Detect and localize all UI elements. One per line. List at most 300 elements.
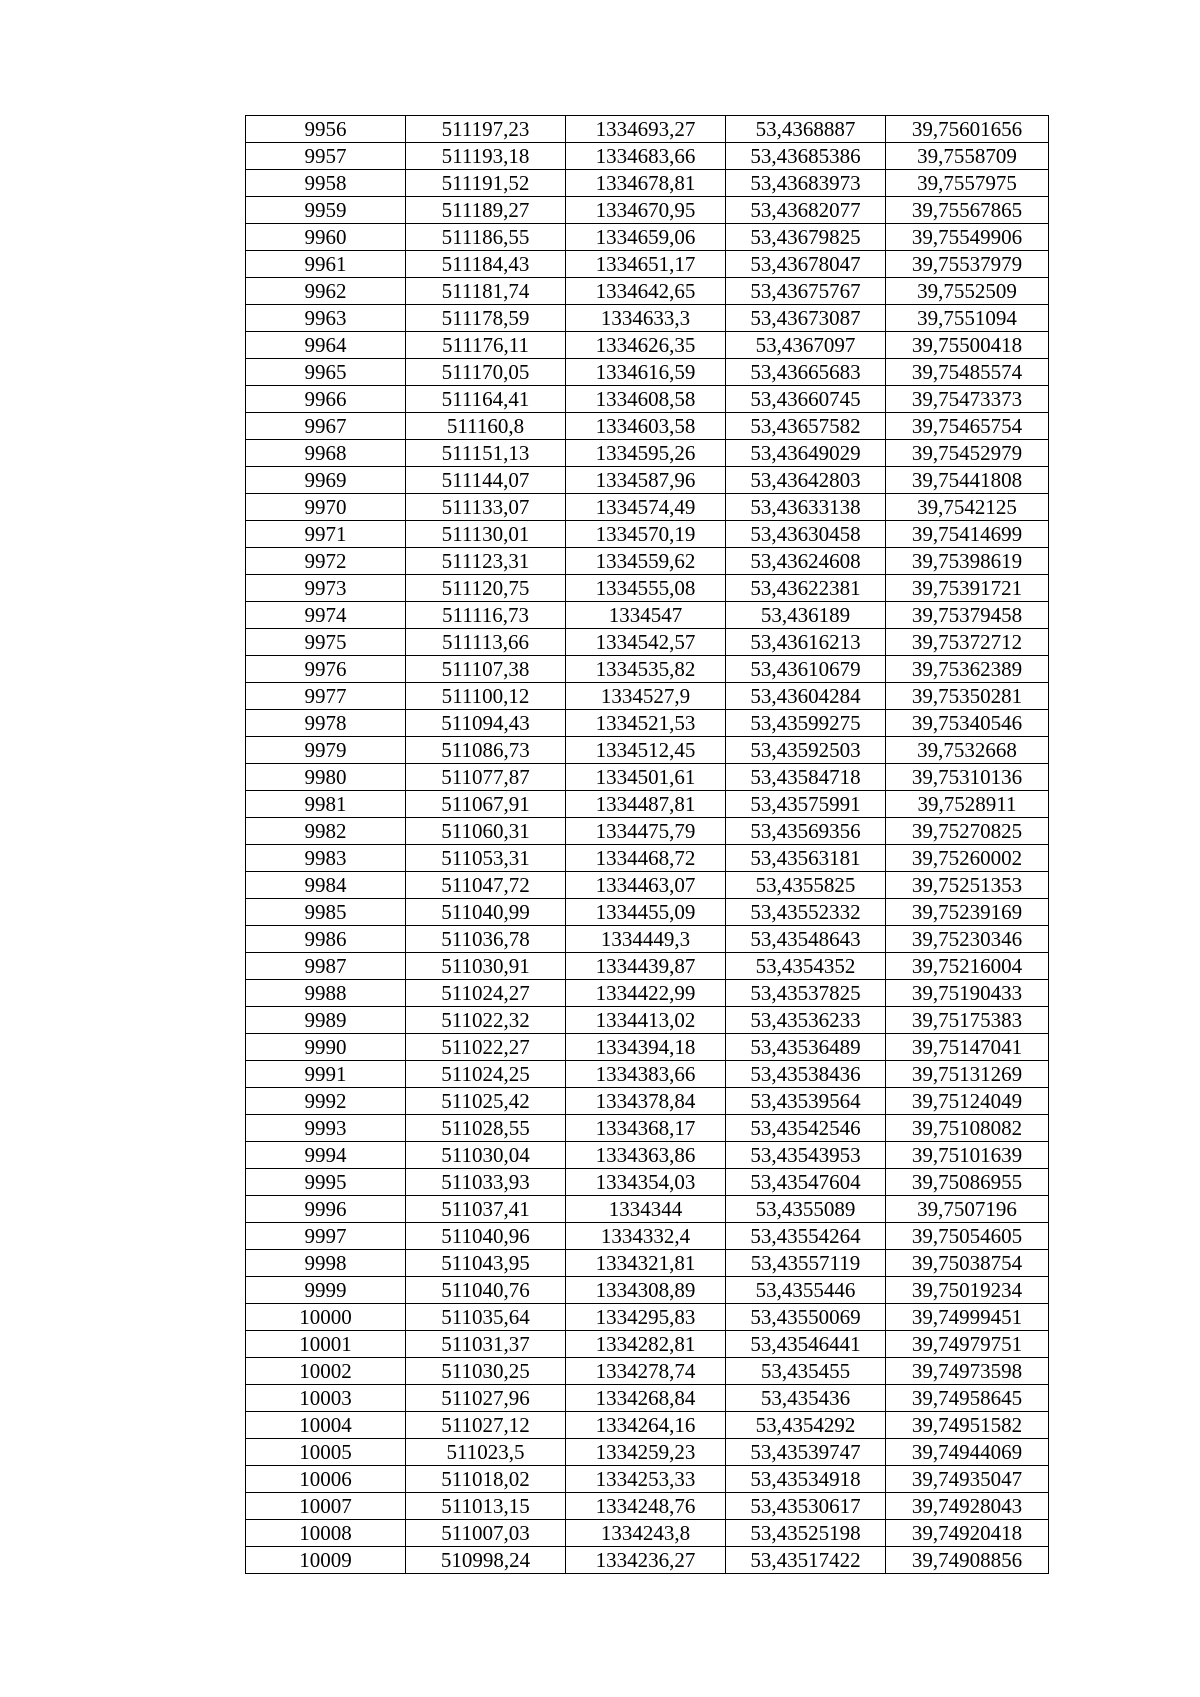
longitude-cell: 39,75239169	[886, 899, 1049, 926]
x-coordinate-cell: 511040,96	[406, 1223, 566, 1250]
table-row	[246, 413, 1049, 440]
point-number-cell: 9972	[246, 548, 406, 575]
y-coordinate-cell: 1334439,87	[566, 953, 726, 980]
longitude-cell: 39,75038754	[886, 1250, 1049, 1277]
table-row	[246, 1520, 1049, 1547]
y-coordinate-cell: 1334555,08	[566, 575, 726, 602]
table-row	[246, 1466, 1049, 1493]
table-row	[246, 386, 1049, 413]
x-coordinate-cell: 511053,31	[406, 845, 566, 872]
x-coordinate-cell: 511007,03	[406, 1520, 566, 1547]
longitude-cell: 39,75108082	[886, 1115, 1049, 1142]
point-number-cell: 9963	[246, 305, 406, 332]
latitude-cell: 53,43536489	[726, 1034, 886, 1061]
latitude-cell: 53,435455	[726, 1358, 886, 1385]
table-row	[246, 197, 1049, 224]
x-coordinate-cell: 511144,07	[406, 467, 566, 494]
y-coordinate-cell: 1334595,26	[566, 440, 726, 467]
y-coordinate-cell: 1334559,62	[566, 548, 726, 575]
point-number-cell: 9995	[246, 1169, 406, 1196]
y-coordinate-cell: 1334693,27	[566, 116, 726, 143]
longitude-cell: 39,75124049	[886, 1088, 1049, 1115]
table-row	[246, 1493, 1049, 1520]
table-row	[246, 1196, 1049, 1223]
x-coordinate-cell: 511133,07	[406, 494, 566, 521]
x-coordinate-cell: 511031,37	[406, 1331, 566, 1358]
table-row	[246, 1412, 1049, 1439]
latitude-cell: 53,43657582	[726, 413, 886, 440]
table-row	[246, 1169, 1049, 1196]
table-row	[246, 926, 1049, 953]
y-coordinate-cell: 1334521,53	[566, 710, 726, 737]
longitude-cell: 39,74908856	[886, 1547, 1049, 1574]
y-coordinate-cell: 1334651,17	[566, 251, 726, 278]
latitude-cell: 53,43604284	[726, 683, 886, 710]
x-coordinate-cell: 511047,72	[406, 872, 566, 899]
y-coordinate-cell: 1334394,18	[566, 1034, 726, 1061]
point-number-cell: 9984	[246, 872, 406, 899]
point-number-cell: 9959	[246, 197, 406, 224]
longitude-cell: 39,75251353	[886, 872, 1049, 899]
point-number-cell: 9974	[246, 602, 406, 629]
latitude-cell: 53,43665683	[726, 359, 886, 386]
table-row	[246, 1061, 1049, 1088]
y-coordinate-cell: 1334616,59	[566, 359, 726, 386]
longitude-cell: 39,75019234	[886, 1277, 1049, 1304]
y-coordinate-cell: 1334354,03	[566, 1169, 726, 1196]
table-row	[246, 1007, 1049, 1034]
x-coordinate-cell: 511178,59	[406, 305, 566, 332]
latitude-cell: 53,43592503	[726, 737, 886, 764]
y-coordinate-cell: 1334587,96	[566, 467, 726, 494]
latitude-cell: 53,43543953	[726, 1142, 886, 1169]
table-row	[246, 575, 1049, 602]
longitude-cell: 39,75131269	[886, 1061, 1049, 1088]
longitude-cell: 39,74944069	[886, 1439, 1049, 1466]
longitude-cell: 39,75379458	[886, 602, 1049, 629]
table-row	[246, 683, 1049, 710]
x-coordinate-cell: 511018,02	[406, 1466, 566, 1493]
x-coordinate-cell: 511013,15	[406, 1493, 566, 1520]
point-number-cell: 9965	[246, 359, 406, 386]
x-coordinate-cell: 511030,04	[406, 1142, 566, 1169]
longitude-cell: 39,75230346	[886, 926, 1049, 953]
table-row	[246, 467, 1049, 494]
y-coordinate-cell: 1334487,81	[566, 791, 726, 818]
x-coordinate-cell: 511030,91	[406, 953, 566, 980]
y-coordinate-cell: 1334670,95	[566, 197, 726, 224]
x-coordinate-cell: 511077,87	[406, 764, 566, 791]
table-row	[246, 629, 1049, 656]
latitude-cell: 53,43584718	[726, 764, 886, 791]
longitude-cell: 39,75190433	[886, 980, 1049, 1007]
table-row	[246, 845, 1049, 872]
x-coordinate-cell: 511184,43	[406, 251, 566, 278]
y-coordinate-cell: 1334455,09	[566, 899, 726, 926]
longitude-cell: 39,75441808	[886, 467, 1049, 494]
point-number-cell: 9971	[246, 521, 406, 548]
point-number-cell: 9966	[246, 386, 406, 413]
latitude-cell: 53,43679825	[726, 224, 886, 251]
longitude-cell: 39,74999451	[886, 1304, 1049, 1331]
longitude-cell: 39,75473373	[886, 386, 1049, 413]
point-number-cell: 9981	[246, 791, 406, 818]
table-row	[246, 116, 1049, 143]
longitude-cell: 39,74951582	[886, 1412, 1049, 1439]
latitude-cell: 53,43546441	[726, 1331, 886, 1358]
x-coordinate-cell: 511151,13	[406, 440, 566, 467]
y-coordinate-cell: 1334308,89	[566, 1277, 726, 1304]
point-number-cell: 9985	[246, 899, 406, 926]
table-row	[246, 1250, 1049, 1277]
latitude-cell: 53,43550069	[726, 1304, 886, 1331]
latitude-cell: 53,43622381	[726, 575, 886, 602]
latitude-cell: 53,43630458	[726, 521, 886, 548]
point-number-cell: 10007	[246, 1493, 406, 1520]
point-number-cell: 10005	[246, 1439, 406, 1466]
table-row	[246, 494, 1049, 521]
x-coordinate-cell: 511094,43	[406, 710, 566, 737]
latitude-cell: 53,43563181	[726, 845, 886, 872]
latitude-cell: 53,435436	[726, 1385, 886, 1412]
longitude-cell: 39,75414699	[886, 521, 1049, 548]
latitude-cell: 53,43642803	[726, 467, 886, 494]
latitude-cell: 53,4354292	[726, 1412, 886, 1439]
x-coordinate-cell: 511040,99	[406, 899, 566, 926]
x-coordinate-cell: 511170,05	[406, 359, 566, 386]
table-row	[246, 656, 1049, 683]
y-coordinate-cell: 1334422,99	[566, 980, 726, 1007]
longitude-cell: 39,7551094	[886, 305, 1049, 332]
y-coordinate-cell: 1334282,81	[566, 1331, 726, 1358]
y-coordinate-cell: 1334264,16	[566, 1412, 726, 1439]
y-coordinate-cell: 1334332,4	[566, 1223, 726, 1250]
x-coordinate-cell: 511116,73	[406, 602, 566, 629]
point-number-cell: 9977	[246, 683, 406, 710]
x-coordinate-cell: 510998,24	[406, 1547, 566, 1574]
latitude-cell: 53,4355446	[726, 1277, 886, 1304]
longitude-cell: 39,75549906	[886, 224, 1049, 251]
table-row	[246, 1358, 1049, 1385]
table-row	[246, 791, 1049, 818]
x-coordinate-cell: 511191,52	[406, 170, 566, 197]
x-coordinate-cell: 511030,25	[406, 1358, 566, 1385]
longitude-cell: 39,74979751	[886, 1331, 1049, 1358]
table-row	[246, 359, 1049, 386]
y-coordinate-cell: 1334383,66	[566, 1061, 726, 1088]
table-row	[246, 1331, 1049, 1358]
longitude-cell: 39,75398619	[886, 548, 1049, 575]
x-coordinate-cell: 511189,27	[406, 197, 566, 224]
y-coordinate-cell: 1334236,27	[566, 1547, 726, 1574]
point-number-cell: 9998	[246, 1250, 406, 1277]
point-number-cell: 9983	[246, 845, 406, 872]
latitude-cell: 53,43673087	[726, 305, 886, 332]
latitude-cell: 53,43517422	[726, 1547, 886, 1574]
longitude-cell: 39,75340546	[886, 710, 1049, 737]
y-coordinate-cell: 1334527,9	[566, 683, 726, 710]
y-coordinate-cell: 1334295,83	[566, 1304, 726, 1331]
point-number-cell: 9999	[246, 1277, 406, 1304]
longitude-cell: 39,74920418	[886, 1520, 1049, 1547]
latitude-cell: 53,43610679	[726, 656, 886, 683]
point-number-cell: 10002	[246, 1358, 406, 1385]
longitude-cell: 39,74958645	[886, 1385, 1049, 1412]
longitude-cell: 39,75147041	[886, 1034, 1049, 1061]
table-row	[246, 1223, 1049, 1250]
y-coordinate-cell: 1334501,61	[566, 764, 726, 791]
point-number-cell: 9982	[246, 818, 406, 845]
latitude-cell: 53,4355089	[726, 1196, 886, 1223]
longitude-cell: 39,75567865	[886, 197, 1049, 224]
latitude-cell: 53,43599275	[726, 710, 886, 737]
longitude-cell: 39,7557975	[886, 170, 1049, 197]
x-coordinate-cell: 511164,41	[406, 386, 566, 413]
longitude-cell: 39,7528911	[886, 791, 1049, 818]
point-number-cell: 9997	[246, 1223, 406, 1250]
point-number-cell: 9990	[246, 1034, 406, 1061]
point-number-cell: 9964	[246, 332, 406, 359]
y-coordinate-cell: 1334363,86	[566, 1142, 726, 1169]
y-coordinate-cell: 1334535,82	[566, 656, 726, 683]
point-number-cell: 9957	[246, 143, 406, 170]
point-number-cell: 9968	[246, 440, 406, 467]
x-coordinate-cell: 511037,41	[406, 1196, 566, 1223]
latitude-cell: 53,43538436	[726, 1061, 886, 1088]
x-coordinate-cell: 511100,12	[406, 683, 566, 710]
x-coordinate-cell: 511022,32	[406, 1007, 566, 1034]
table-row	[246, 143, 1049, 170]
latitude-cell: 53,43530617	[726, 1493, 886, 1520]
table-row	[246, 899, 1049, 926]
longitude-cell: 39,75260002	[886, 845, 1049, 872]
longitude-cell: 39,7507196	[886, 1196, 1049, 1223]
longitude-cell: 39,75270825	[886, 818, 1049, 845]
latitude-cell: 53,43536233	[726, 1007, 886, 1034]
longitude-cell: 39,75372712	[886, 629, 1049, 656]
x-coordinate-cell: 511186,55	[406, 224, 566, 251]
table-row	[246, 1277, 1049, 1304]
point-number-cell: 9976	[246, 656, 406, 683]
latitude-cell: 53,4368887	[726, 116, 886, 143]
coordinates-table	[245, 115, 1049, 1574]
latitude-cell: 53,43678047	[726, 251, 886, 278]
longitude-cell: 39,7542125	[886, 494, 1049, 521]
latitude-cell: 53,43552332	[726, 899, 886, 926]
longitude-cell: 39,75350281	[886, 683, 1049, 710]
point-number-cell: 9988	[246, 980, 406, 1007]
y-coordinate-cell: 1334570,19	[566, 521, 726, 548]
latitude-cell: 53,43534918	[726, 1466, 886, 1493]
point-number-cell: 9993	[246, 1115, 406, 1142]
y-coordinate-cell: 1334259,23	[566, 1439, 726, 1466]
x-coordinate-cell: 511176,11	[406, 332, 566, 359]
table-row	[246, 710, 1049, 737]
table-row	[246, 602, 1049, 629]
y-coordinate-cell: 1334344	[566, 1196, 726, 1223]
latitude-cell: 53,43682077	[726, 197, 886, 224]
point-number-cell: 10006	[246, 1466, 406, 1493]
table-row	[246, 521, 1049, 548]
table-row	[246, 737, 1049, 764]
table-row	[246, 953, 1049, 980]
coordinates-table-body	[246, 116, 1049, 1574]
latitude-cell: 53,4354352	[726, 953, 886, 980]
point-number-cell: 10008	[246, 1520, 406, 1547]
point-number-cell: 9960	[246, 224, 406, 251]
longitude-cell: 39,75216004	[886, 953, 1049, 980]
point-number-cell: 10000	[246, 1304, 406, 1331]
y-coordinate-cell: 1334608,58	[566, 386, 726, 413]
longitude-cell: 39,75054605	[886, 1223, 1049, 1250]
point-number-cell: 10009	[246, 1547, 406, 1574]
table-row	[246, 1385, 1049, 1412]
point-number-cell: 9986	[246, 926, 406, 953]
table-row	[246, 1034, 1049, 1061]
table-row	[246, 440, 1049, 467]
point-number-cell: 9973	[246, 575, 406, 602]
x-coordinate-cell: 511193,18	[406, 143, 566, 170]
point-number-cell: 10004	[246, 1412, 406, 1439]
y-coordinate-cell: 1334268,84	[566, 1385, 726, 1412]
table-row	[246, 1304, 1049, 1331]
longitude-cell: 39,7552509	[886, 278, 1049, 305]
table-row	[246, 872, 1049, 899]
latitude-cell: 53,43539564	[726, 1088, 886, 1115]
x-coordinate-cell: 511035,64	[406, 1304, 566, 1331]
latitude-cell: 53,4355825	[726, 872, 886, 899]
y-coordinate-cell: 1334574,49	[566, 494, 726, 521]
x-coordinate-cell: 511160,8	[406, 413, 566, 440]
latitude-cell: 53,43537825	[726, 980, 886, 1007]
y-coordinate-cell: 1334368,17	[566, 1115, 726, 1142]
y-coordinate-cell: 1334547	[566, 602, 726, 629]
point-number-cell: 9978	[246, 710, 406, 737]
latitude-cell: 53,43525198	[726, 1520, 886, 1547]
latitude-cell: 53,43569356	[726, 818, 886, 845]
point-number-cell: 9975	[246, 629, 406, 656]
latitude-cell: 53,4367097	[726, 332, 886, 359]
longitude-cell: 39,75452979	[886, 440, 1049, 467]
latitude-cell: 53,43660745	[726, 386, 886, 413]
longitude-cell: 39,75175383	[886, 1007, 1049, 1034]
x-coordinate-cell: 511086,73	[406, 737, 566, 764]
point-number-cell: 9967	[246, 413, 406, 440]
point-number-cell: 10001	[246, 1331, 406, 1358]
table-row	[246, 1547, 1049, 1574]
table-row	[246, 224, 1049, 251]
table-row	[246, 764, 1049, 791]
table-row	[246, 818, 1049, 845]
x-coordinate-cell: 511197,23	[406, 116, 566, 143]
x-coordinate-cell: 511023,5	[406, 1439, 566, 1466]
x-coordinate-cell: 511107,38	[406, 656, 566, 683]
x-coordinate-cell: 511027,96	[406, 1385, 566, 1412]
y-coordinate-cell: 1334683,66	[566, 143, 726, 170]
x-coordinate-cell: 511130,01	[406, 521, 566, 548]
table-row	[246, 548, 1049, 575]
y-coordinate-cell: 1334542,57	[566, 629, 726, 656]
latitude-cell: 53,43649029	[726, 440, 886, 467]
y-coordinate-cell: 1334449,3	[566, 926, 726, 953]
x-coordinate-cell: 511043,95	[406, 1250, 566, 1277]
longitude-cell: 39,74935047	[886, 1466, 1049, 1493]
x-coordinate-cell: 511036,78	[406, 926, 566, 953]
latitude-cell: 53,43616213	[726, 629, 886, 656]
longitude-cell: 39,75310136	[886, 764, 1049, 791]
latitude-cell: 53,43624608	[726, 548, 886, 575]
longitude-cell: 39,75391721	[886, 575, 1049, 602]
latitude-cell: 53,43539747	[726, 1439, 886, 1466]
x-coordinate-cell: 511028,55	[406, 1115, 566, 1142]
longitude-cell: 39,7558709	[886, 143, 1049, 170]
latitude-cell: 53,436189	[726, 602, 886, 629]
table-row	[246, 251, 1049, 278]
latitude-cell: 53,43542546	[726, 1115, 886, 1142]
longitude-cell: 39,75362389	[886, 656, 1049, 683]
point-number-cell: 9979	[246, 737, 406, 764]
point-number-cell: 9956	[246, 116, 406, 143]
table-row	[246, 278, 1049, 305]
y-coordinate-cell: 1334463,07	[566, 872, 726, 899]
point-number-cell: 9961	[246, 251, 406, 278]
longitude-cell: 39,75537979	[886, 251, 1049, 278]
longitude-cell: 39,75601656	[886, 116, 1049, 143]
x-coordinate-cell: 511067,91	[406, 791, 566, 818]
y-coordinate-cell: 1334413,02	[566, 1007, 726, 1034]
point-number-cell: 9969	[246, 467, 406, 494]
latitude-cell: 53,43548643	[726, 926, 886, 953]
x-coordinate-cell: 511022,27	[406, 1034, 566, 1061]
point-number-cell: 10003	[246, 1385, 406, 1412]
longitude-cell: 39,75086955	[886, 1169, 1049, 1196]
y-coordinate-cell: 1334603,58	[566, 413, 726, 440]
latitude-cell: 53,43685386	[726, 143, 886, 170]
x-coordinate-cell: 511123,31	[406, 548, 566, 575]
point-number-cell: 9989	[246, 1007, 406, 1034]
x-coordinate-cell: 511024,27	[406, 980, 566, 1007]
x-coordinate-cell: 511024,25	[406, 1061, 566, 1088]
y-coordinate-cell: 1334378,84	[566, 1088, 726, 1115]
table-row	[246, 1115, 1049, 1142]
latitude-cell: 53,43554264	[726, 1223, 886, 1250]
y-coordinate-cell: 1334659,06	[566, 224, 726, 251]
table-row	[246, 332, 1049, 359]
x-coordinate-cell: 511120,75	[406, 575, 566, 602]
y-coordinate-cell: 1334243,8	[566, 1520, 726, 1547]
point-number-cell: 9970	[246, 494, 406, 521]
y-coordinate-cell: 1334626,35	[566, 332, 726, 359]
point-number-cell: 9996	[246, 1196, 406, 1223]
point-number-cell: 9991	[246, 1061, 406, 1088]
latitude-cell: 53,43547604	[726, 1169, 886, 1196]
y-coordinate-cell: 1334468,72	[566, 845, 726, 872]
x-coordinate-cell: 511025,42	[406, 1088, 566, 1115]
y-coordinate-cell: 1334248,76	[566, 1493, 726, 1520]
longitude-cell: 39,74973598	[886, 1358, 1049, 1385]
latitude-cell: 53,43683973	[726, 170, 886, 197]
y-coordinate-cell: 1334678,81	[566, 170, 726, 197]
y-coordinate-cell: 1334512,45	[566, 737, 726, 764]
longitude-cell: 39,7532668	[886, 737, 1049, 764]
point-number-cell: 9992	[246, 1088, 406, 1115]
longitude-cell: 39,75465754	[886, 413, 1049, 440]
latitude-cell: 53,43633138	[726, 494, 886, 521]
latitude-cell: 53,43557119	[726, 1250, 886, 1277]
longitude-cell: 39,74928043	[886, 1493, 1049, 1520]
point-number-cell: 9987	[246, 953, 406, 980]
latitude-cell: 53,43575991	[726, 791, 886, 818]
